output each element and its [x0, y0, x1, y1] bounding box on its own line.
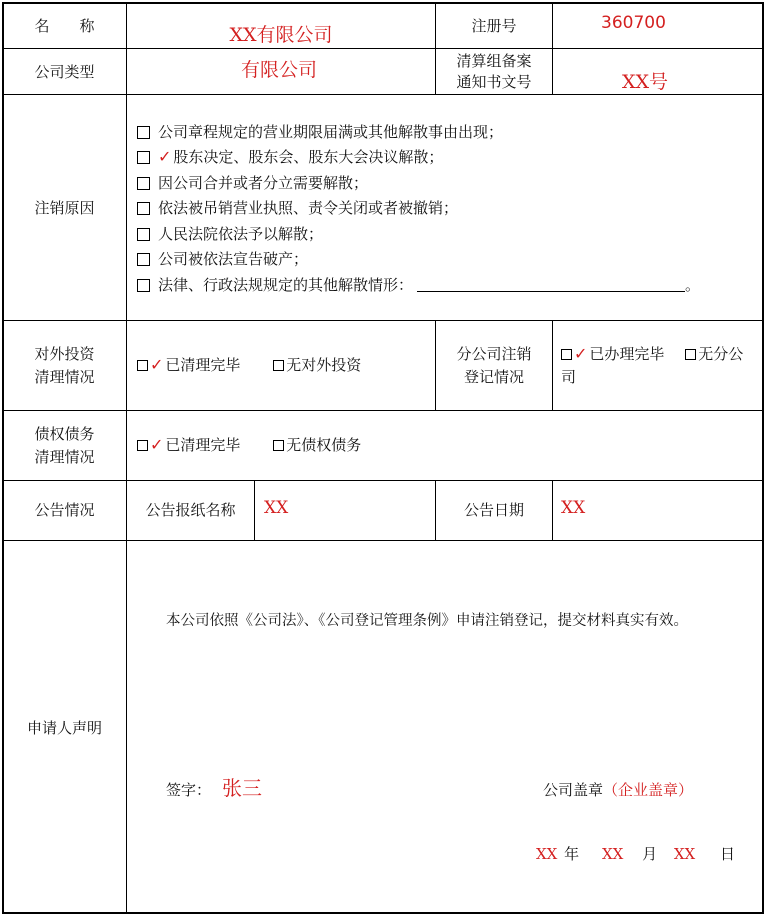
option-cleared[interactable]: ✓ 已清理完毕 — [137, 356, 240, 374]
checkbox[interactable] — [137, 440, 148, 451]
year-value[interactable]: XX — [536, 845, 558, 863]
reason-label: 注销原因 — [34, 199, 95, 217]
checkbox[interactable] — [137, 151, 150, 164]
checkbox[interactable] — [273, 360, 284, 371]
branch-label-line2: 登记情况 — [463, 368, 524, 386]
reason-text: 法律、行政法规规定的其他解散情形： — [158, 276, 414, 294]
option-no-debt[interactable]: 无债权债务 — [273, 436, 361, 454]
reason-item[interactable] — [137, 199, 458, 217]
notice-date-value[interactable]: XX — [561, 498, 586, 518]
other-reason-blank[interactable] — [417, 277, 685, 292]
investment-label-line2: 清理情况 — [34, 368, 95, 386]
signature-label: 签字： — [166, 781, 212, 799]
option-cleared[interactable]: ✓ 已清理完毕 — [137, 436, 240, 454]
option-done[interactable]: ✓ 已办理完毕 — [561, 345, 664, 363]
checkbox[interactable] — [137, 177, 150, 190]
checkbox[interactable] — [561, 349, 572, 360]
checkbox[interactable] — [137, 126, 150, 139]
check-mark-icon: ✓ — [150, 435, 164, 454]
notice-label: 公告情况 — [34, 501, 95, 519]
checkbox[interactable] — [137, 253, 150, 266]
declaration-text: 本公司依照《公司法》、《公司登记管理条例》申请注销登记，提交材料真实有效。 — [166, 613, 688, 629]
reason-text: 因公司合并或者分立需要解散； — [158, 174, 369, 192]
day-label: 日 — [720, 845, 736, 863]
reason-item[interactable] — [137, 148, 443, 166]
debt-options — [137, 436, 361, 454]
row-divider — [3, 410, 764, 411]
declaration-label: 申请人声明 — [26, 719, 102, 737]
checkbox[interactable] — [137, 360, 148, 371]
notice-date-label: 公告日期 — [463, 501, 524, 519]
checkbox[interactable] — [137, 202, 150, 215]
option-no-branch[interactable]: 无分公 — [685, 345, 743, 363]
branch-options — [561, 345, 743, 363]
name-label: 名 称 — [34, 17, 95, 35]
reason-text: 公司被依法宣告破产； — [158, 250, 309, 268]
investment-options — [137, 356, 361, 374]
period: 。 — [685, 276, 701, 294]
newspaper-label: 公告报纸名称 — [145, 501, 236, 519]
option-none[interactable]: 无对外投资 — [273, 356, 361, 374]
col-divider — [552, 320, 553, 410]
reason-item[interactable] — [137, 276, 700, 294]
debt-label-line1: 债权债务 — [34, 425, 95, 443]
row-divider — [3, 540, 764, 541]
col-divider — [254, 480, 255, 540]
checkbox[interactable] — [137, 279, 150, 292]
reason-item[interactable] — [137, 250, 308, 268]
seal-note[interactable]: （企业盖章） — [603, 781, 694, 799]
col-divider — [552, 3, 553, 94]
newspaper-value[interactable]: XX — [264, 498, 289, 518]
reason-text: 依法被吊销营业执照、责令关闭或者被撤销； — [158, 199, 459, 217]
seal-area — [543, 781, 693, 799]
checkbox[interactable] — [137, 228, 150, 241]
branch-label-line1: 分公司注销 — [456, 345, 532, 363]
row-divider — [3, 48, 764, 49]
reg-no-label: 注册号 — [471, 17, 517, 35]
signature-value[interactable]: 张三 — [222, 776, 262, 800]
reason-item[interactable] — [137, 174, 368, 192]
check-mark-icon: ✓ — [150, 355, 164, 374]
liquidation-label-line2: 通知书文号 — [456, 73, 532, 91]
col-divider — [552, 480, 553, 540]
branch-option-wrap: 司 — [561, 368, 577, 386]
row-divider — [3, 320, 764, 321]
seal-label: 公司盖章 — [543, 781, 604, 799]
company-name-value[interactable]: XX有限公司 — [229, 24, 333, 46]
month-value[interactable]: XX — [601, 845, 624, 863]
year-label: 年 — [564, 845, 580, 863]
row-divider — [3, 480, 764, 481]
liquidation-doc-value[interactable]: XX号 — [622, 71, 669, 93]
check-mark-icon: ✓ — [574, 344, 588, 363]
date-line — [536, 845, 735, 863]
liquidation-label-line1: 清算组备案 — [456, 52, 532, 70]
check-mark-icon: ✓ — [158, 147, 172, 166]
reason-text: 人民法院依法予以解散； — [158, 225, 324, 243]
month-label: 月 — [642, 845, 658, 863]
company-type-label: 公司类型 — [34, 63, 95, 81]
company-type-value[interactable]: 有限公司 — [241, 59, 318, 81]
reason-text: 公司章程规定的营业期限届满或其他解散事由出现； — [158, 123, 504, 141]
reason-item[interactable] — [137, 225, 323, 243]
reason-item[interactable] — [137, 123, 503, 141]
checkbox[interactable] — [685, 349, 696, 360]
row-divider — [3, 94, 764, 95]
debt-label-line2: 清理情况 — [34, 448, 95, 466]
reg-no-value[interactable]: 360700 — [601, 13, 666, 33]
reason-text: 股东决定、股东会、股东大会决议解散； — [173, 148, 444, 166]
checkbox[interactable] — [273, 440, 284, 451]
col-divider — [126, 3, 127, 914]
investment-label-line1: 对外投资 — [34, 345, 95, 363]
day-value[interactable]: XX — [673, 845, 696, 863]
col-divider — [435, 320, 436, 410]
